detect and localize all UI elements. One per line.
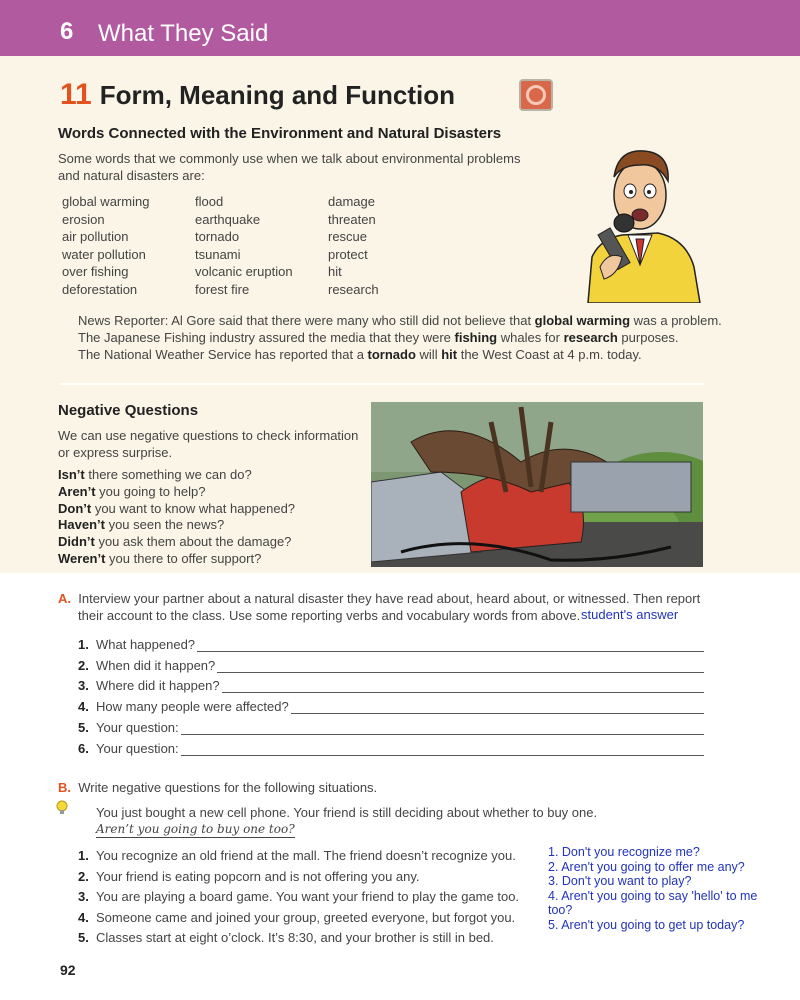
vocab-word: tsunami bbox=[195, 246, 241, 262]
exercise-letter: B. bbox=[58, 780, 71, 795]
vocab-column-2 bbox=[195, 193, 293, 299]
answer-line-text: too? bbox=[548, 903, 573, 917]
answer-line-text: 5. Aren't you going to get up today? bbox=[548, 917, 745, 932]
answer-line[interactable] bbox=[222, 679, 704, 693]
section-divider bbox=[60, 383, 704, 385]
list-item: 4. Someone came and joined your group, greeted everyone, but forgot you. bbox=[78, 909, 516, 925]
answer-line[interactable] bbox=[217, 659, 704, 673]
unit-number: 6 bbox=[60, 18, 74, 45]
vocab-word: tornado bbox=[195, 229, 240, 245]
answer-line[interactable] bbox=[197, 638, 704, 652]
vocab-word: over fishing bbox=[62, 264, 129, 280]
vocab-word: water pollution bbox=[62, 246, 146, 262]
exercise-b-situations bbox=[78, 846, 519, 949]
vocab-word: protect bbox=[328, 246, 368, 262]
list-item: Weren’t you there to offer support? bbox=[58, 550, 262, 566]
question-row: 5. Your question: bbox=[78, 714, 704, 735]
list-item: 2. Your friend is eating popcorn and is not offering you any. bbox=[78, 868, 420, 884]
exercise-b-instructions: B. Write negative questions for the following situations. bbox=[58, 780, 378, 795]
question-row: 1. What happened? bbox=[78, 631, 704, 652]
vocab-word: volcanic eruption bbox=[195, 264, 293, 280]
unit-title: What They Said bbox=[98, 20, 269, 47]
vocab-word: damage bbox=[328, 194, 375, 209]
list-item: Didn’t you ask them about the damage? bbox=[58, 534, 292, 550]
unit-header bbox=[0, 0, 800, 56]
question-row: 4. How many people were affected? bbox=[78, 693, 704, 714]
list-item: 3. You are playing a board game. You want your friend to play the game too. bbox=[78, 889, 520, 905]
negative-questions-heading: Negative Questions bbox=[58, 402, 199, 419]
answer-line[interactable] bbox=[291, 700, 704, 714]
cd-audio-icon[interactable] bbox=[519, 79, 553, 111]
question-row: 3. Where did it happen? bbox=[78, 673, 704, 694]
student-answers bbox=[548, 845, 788, 932]
vocab-word: hit bbox=[328, 264, 342, 280]
list-item: Isn’t there something we can do? bbox=[58, 467, 252, 482]
list-item: Haven’t you seen the news? bbox=[58, 517, 225, 533]
news-reporter-examples: News Reporter: Al Gore said that there were many who still did not believe that global warming was a problem. The Japanese Fishing industry assured the media that they were fishing whales for research purposes. The National Weather Service has reported that a tornado will hit the West Coast at 4 p.m. today. bbox=[78, 313, 722, 362]
answer-line[interactable] bbox=[181, 742, 704, 756]
exercise-a-instructions: A. Interview your partner about a natural disaster they have read about, heard about, or witnessed. Then report their account to the class. Use some reporting verbs and vocabulary words from above. bbox=[58, 591, 701, 623]
exercise-letter: A. bbox=[58, 591, 71, 606]
lesson-number: 11 bbox=[60, 78, 92, 111]
lesson-heading: Form, Meaning and Function bbox=[99, 80, 456, 110]
list-item: Don’t you want to know what happened? bbox=[58, 500, 296, 516]
vocab-word: forest fire bbox=[195, 281, 250, 297]
lesson-title bbox=[60, 78, 455, 112]
list-item: Aren’t you going to help? bbox=[58, 483, 206, 499]
exercise-a-questions bbox=[78, 631, 704, 756]
vocabulary-intro: Some words that we commonly use when we talk about environmental problems and natural disasters are: bbox=[58, 151, 521, 183]
answer-line-text: 1. Don't you recognize me? bbox=[548, 845, 700, 859]
vocab-word: air pollution bbox=[62, 229, 129, 245]
vocab-column-1 bbox=[62, 193, 149, 299]
vocabulary-heading: Words Connected with the Environment and Natural Disasters bbox=[58, 125, 502, 142]
answer-line-text: 2. Aren't you going to offer me any? bbox=[548, 859, 745, 874]
negative-question-examples bbox=[58, 467, 295, 568]
vocab-word: earthquake bbox=[195, 211, 261, 227]
answer-line-text: 4. Aren't you going to say 'hello' to me bbox=[548, 888, 758, 903]
storm-damage-photo bbox=[371, 402, 703, 567]
list-item: 5. Classes start at eight o’clock. It’s 8:30, and your brother is still in bed. bbox=[78, 930, 494, 946]
example-situation: You just bought a new cell phone. Your friend is still deciding about whether to buy one. bbox=[96, 805, 598, 820]
answer-line[interactable] bbox=[181, 721, 704, 735]
vocab-word: flood bbox=[195, 194, 224, 209]
student-answer-note: student's answer bbox=[581, 607, 679, 622]
example-answer: Aren’t you going to buy one too? bbox=[96, 822, 295, 836]
vocab-word: erosion bbox=[62, 211, 105, 227]
question-row: 2. When did it happen? bbox=[78, 652, 704, 673]
vocab-word: research bbox=[328, 281, 379, 297]
vocab-word: rescue bbox=[328, 229, 368, 245]
vocab-word: deforestation bbox=[62, 281, 138, 297]
news-reporter-illustration bbox=[578, 147, 702, 303]
lightbulb-icon bbox=[56, 800, 68, 816]
list-item: 1. You recognize an old friend at the mall. The friend doesn’t recognize you. bbox=[78, 848, 516, 863]
negative-questions-intro: We can use negative questions to check information or express surprise. bbox=[58, 428, 359, 460]
answer-line-text: 3. Don't you want to play? bbox=[548, 874, 692, 888]
vocab-word: threaten bbox=[328, 211, 376, 227]
question-row: 6. Your question: bbox=[78, 735, 704, 756]
vocab-column-3 bbox=[328, 193, 379, 299]
page-number: 92 bbox=[60, 962, 76, 978]
vocab-word: global warming bbox=[62, 194, 150, 209]
